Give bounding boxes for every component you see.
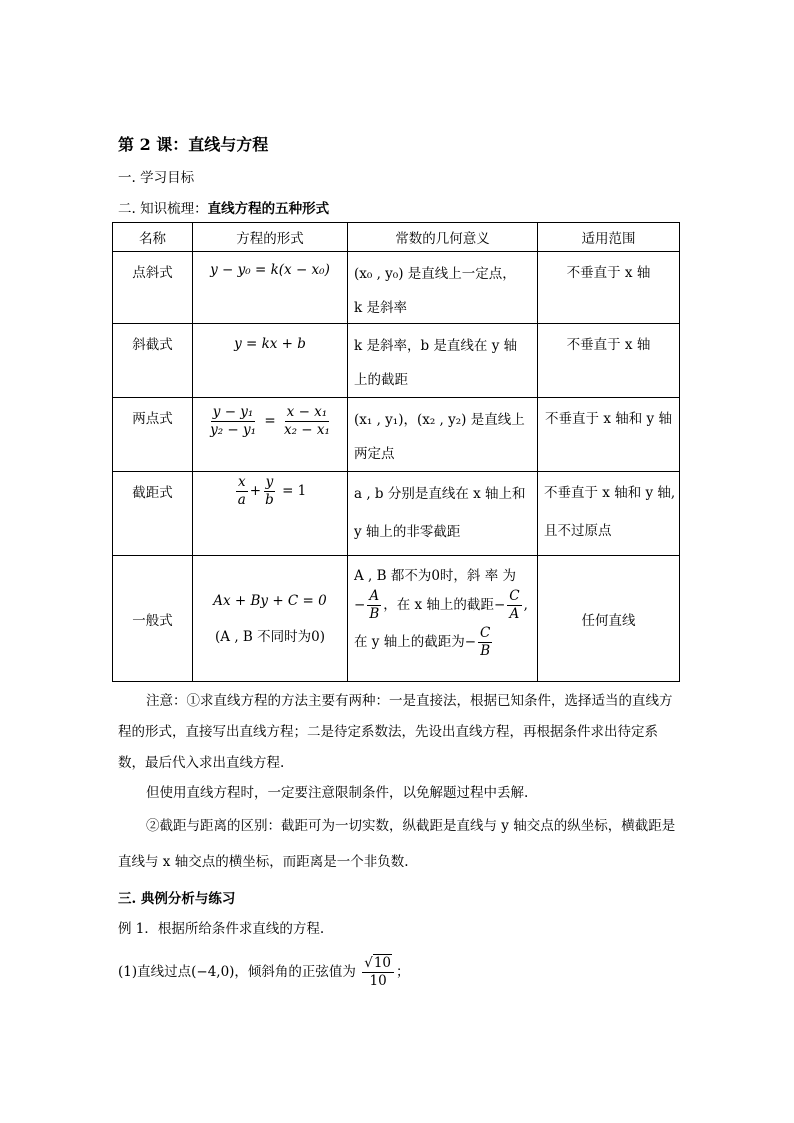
section-learning-goals: 一. 学习目标 xyxy=(118,170,195,186)
header-range: 适用范围 xyxy=(538,223,680,252)
row-name: 两点式 xyxy=(113,398,193,472)
row-name: 斜截式 xyxy=(113,324,193,398)
table-header-row xyxy=(113,223,680,252)
row-formula: y = kx + b xyxy=(193,324,348,398)
row-meaning: k 是斜率，b 是直线在 y 轴 上的截距 xyxy=(348,324,538,398)
row-formula: $\frac{\text{y − y₁}}{\text{y₂ − y₁}}$ = $\frac{\text{x − x₁}}{\text{x₂ − x₁}}$ xyxy=(193,398,348,472)
note-paragraph-2: 但使用直线方程时，一定要注意限制条件，以免解题过程中丢解. xyxy=(146,785,529,801)
note-paragraph-3: ②截距与距离的区别：截距可为一切实数，纵截距是直线与 y 轴交点的纵坐标，横截距是直线与 x 轴交点的横坐标，而距离是一个非负数. xyxy=(118,818,676,870)
row-range: 不垂直于 x 轴 xyxy=(538,324,680,398)
table-row xyxy=(113,252,680,324)
section-knowledge-topic: 直线方程的五种形式 xyxy=(207,201,330,217)
row-range: 不垂直于 x 轴和 y 轴 xyxy=(538,398,680,472)
row-meaning: A , B 都不为0时，斜 率 为 − $\frac{A}{B}$ ，在 x 轴上的截距− $\frac{C}{A}$ , 在 y 轴上的截距为− $\frac{C}{B}$ xyxy=(348,556,538,682)
row-meaning: (x₀ , y₀) 是直线上一定点， k 是斜率 xyxy=(348,252,538,324)
row-formula: $\frac{x}{a}$ + $\frac{y}{b}$ = 1 xyxy=(193,472,348,556)
row-name: 截距式 xyxy=(113,472,193,556)
question-1: (1)直线过点(−4,0)，倾斜角的正弦值为 $\frac{√10}{10}$ ； xyxy=(118,955,410,989)
table-row xyxy=(113,472,680,556)
row-meaning: a , b 分别是直线在 x 轴上和 y 轴上的非零截距 xyxy=(348,472,538,556)
note-paragraph-1: 注意：①求直线方程的方法主要有两种：一是直接法，根据已知条件，选择适当的直线方程的形式，直接写出直线方程；二是待定系数法，先设出直线方程，再根据条件求出待定系数，最后代入求出直线方程. xyxy=(118,693,673,771)
example-1: 例 1．根据所给条件求直线的方程. xyxy=(118,921,325,937)
row-range: 不垂直于 x 轴和 y 轴, 且不过原点 xyxy=(538,472,680,556)
line-equation-forms-table xyxy=(112,222,680,682)
row-formula: Ax + By + C = 0 (A , B 不同时为0) xyxy=(193,556,348,682)
table-row xyxy=(113,324,680,398)
section-knowledge-review xyxy=(118,197,329,217)
table-row xyxy=(113,556,680,682)
section-knowledge-prefix: 二. 知识梳理： xyxy=(118,201,208,217)
table-row xyxy=(113,398,680,472)
row-range: 任何直线 xyxy=(538,556,680,682)
page-title: 第 2 课：直线与方程 xyxy=(118,135,269,154)
header-name: 名称 xyxy=(113,223,193,252)
section-examples: 三. 典例分析与练习 xyxy=(118,891,236,907)
sqrt-fraction: $\frac{√10}{10}$ xyxy=(362,955,394,990)
row-range: 不垂直于 x 轴 xyxy=(538,252,680,324)
header-meaning: 常数的几何意义 xyxy=(348,223,538,252)
row-name: 一般式 xyxy=(113,556,193,682)
row-meaning: (x₁ , y₁)，(x₂ , y₂) 是直线上 两定点 xyxy=(348,398,538,472)
row-formula: y − y₀ = k(x − x₀) xyxy=(193,252,348,324)
row-name: 点斜式 xyxy=(113,252,193,324)
header-form: 方程的形式 xyxy=(193,223,348,252)
